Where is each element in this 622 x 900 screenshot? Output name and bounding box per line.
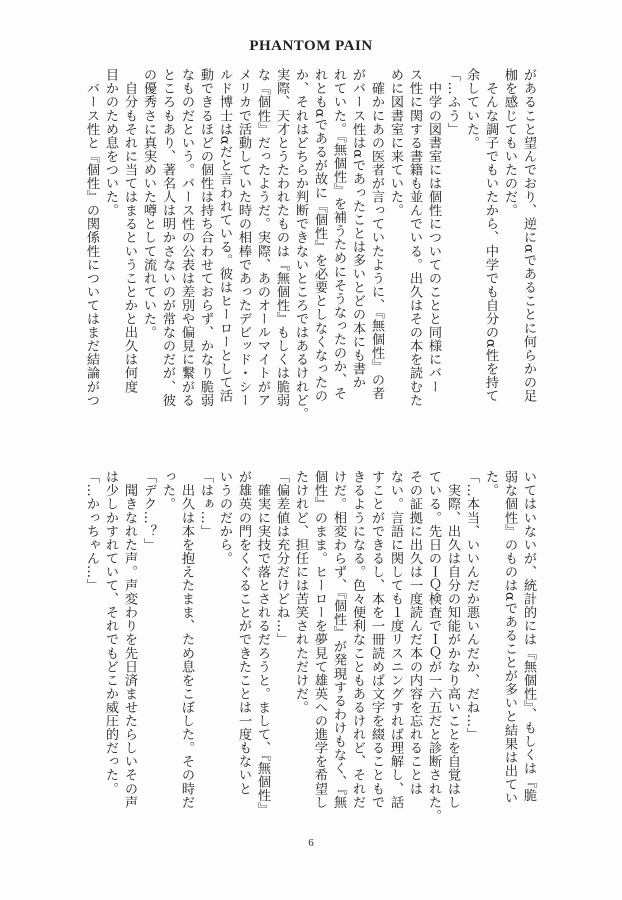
text-line: 枷を感じてもいたのだ。 [502,68,517,218]
text-line: 余していた。 [464,68,479,150]
page-number: 6 [308,837,314,849]
text-line: けだ。相変わらず、『個性』が発現するわけもなく、『無 [331,470,346,810]
text-line: メリカで活動していた時の相棒であったデビッド・シー [236,68,251,407]
text-line: が雄英の門をくぐることができたことは一度もないと [236,470,251,796]
text-line: 自分もそれに当てはまるということかと出久は何度 [122,68,137,394]
text-line: 確かにあの医者が言っていたように、『無個性』の者 [369,68,384,401]
text-line: バース性と『個性』の関係性についてはまだ結論がつ [84,68,99,407]
text-line: その証拠に出久は一度読んだ本の内容を忘れることは [407,470,422,796]
text-line: 弱な個性』のものはαであることが多いと結果は出てい [502,470,517,805]
text-line: れていた。『無個性』を補うためにそうなったのか、そ [331,68,346,401]
text-line: 出久は本を抱えたまま、ため息をこぼした。その時だ [179,470,194,809]
text-line: めに図書室に来ていた。 [388,68,403,218]
text-line: 「…本当、いいんだか悪いんだか、だね…」 [464,470,479,741]
text-line: 「偏差値は充分だけどね…」 [274,470,289,647]
text-line: ところもあり、著名人は明かさないのが常なのだが、彼 [160,68,175,407]
text-line: 聞きなれた声。声変わりを先日済ませたらしいその声 [122,470,137,809]
text-line: 「…ふう」 [445,68,460,136]
text-line: があること望んでおり、逆にαであることに何らかの足 [521,68,536,403]
text-line: 実際、天才とうたわれたものは『無個性』もしくは脆弱 [274,68,289,407]
text-line: いてはいないが、統計的には『無個性』、もしくは『脆 [521,470,536,803]
text-line: 確実に実技で落とされるだろうと。まして、『無個性』 [255,470,270,816]
text-line: 動できるほどの個性は持ち合わせておらず、かなり脆弱 [198,68,213,407]
text-line: きるようになる。色々便利なこともあるけれど、それだ [350,470,365,809]
text-line: 中学の図書室には個性についてのことと同様にバー [426,68,441,394]
text-line: な『個性』だったようだ。実際、あのオールマイトがア [255,68,270,407]
text-line: ス性に関する書籍も並んでいる。出久はその本を読むた [407,68,422,407]
text-line: 「はぁ…」 [198,470,213,538]
text-line: なものだという。バース性の公表は差別や偏見に繋がる [179,68,194,407]
text-line: た。 [483,470,498,498]
text-line: 個性』のまま。ヒーローを夢見て雄英への進学を希望し [312,470,327,809]
text-line: の優秀さに真実めいた噂として流れていた。 [141,68,156,339]
text-line: ルド博士はαだと言われている。彼はヒーローとして活 [217,68,232,403]
text-line: れともαであるが故に『個性』を必要としなくなったの [312,68,327,403]
text-line: すことができるし、本を一冊読めば文字を綴ることもで [369,470,384,809]
text-line: ている。先日のＩＱ検査でＩＱが一六五だと診断された。 [426,470,441,822]
lower-text-block [78,470,538,822]
text-line: 「…かっちゃん…」 [84,470,99,592]
text-line: たけれど、担任には苦笑されただけだ。 [293,470,308,714]
text-line: がバース性はαであったことは多いとどの本にも書か [350,68,365,389]
text-line: か、それはどちらか判断できないところではあるけれど。 [293,68,308,421]
text-line: 目かのため息をついた。 [103,68,118,218]
text-line: そんな調子でもいたから、中学でも自分のα性を持て [483,68,498,403]
running-title: PHANTOM PAIN [249,38,373,54]
text-line: いうのだから。 [217,470,232,565]
upper-text-block [78,68,538,450]
text-line: ない。言語に関しても１度リスニングすれば理解し、話 [388,470,403,809]
text-line: は少しかすれていて、それでもどこか威圧的だった。 [103,470,118,796]
text-line: 実際、出久は自分の知能がかなり高いことを自覚はし [445,470,460,809]
text-line: った。 [160,470,175,511]
text-line: 「デク…？」 [141,470,156,552]
